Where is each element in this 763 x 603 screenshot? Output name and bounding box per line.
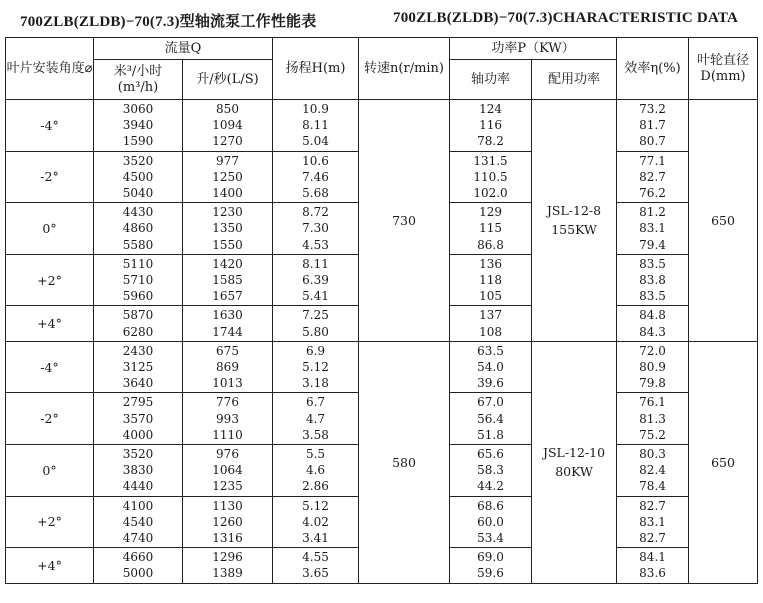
title-chinese: 700ZLB(ZLDB)−70(7.3)型轴流泵工作性能表 <box>20 14 317 30</box>
value: 3520 <box>122 153 154 168</box>
value: 1630 <box>212 308 243 323</box>
value: 4.6 <box>305 463 326 478</box>
value: 1316 <box>212 530 243 545</box>
value: 81.7 <box>639 118 666 133</box>
shaft-power-cell <box>450 548 532 583</box>
value: 4100 <box>122 498 154 513</box>
value: 4.53 <box>302 237 329 252</box>
value: 82.7 <box>639 530 666 545</box>
value: 776 <box>216 395 239 410</box>
value: 1400 <box>212 186 243 200</box>
value: 3125 <box>122 359 154 374</box>
efficiency-cell <box>617 100 689 152</box>
value: 1013 <box>212 376 243 391</box>
blade-angle-cell: 0° <box>6 203 94 255</box>
value: 7.25 <box>302 308 329 323</box>
page-title <box>10 6 755 30</box>
flow-m3h-cell <box>94 254 183 306</box>
value: 7.30 <box>302 221 329 236</box>
value: 1064 <box>212 463 243 478</box>
value: 1550 <box>212 237 243 252</box>
value: 5000 <box>122 566 154 581</box>
flow-ls-cell <box>183 341 273 393</box>
value: 4000 <box>122 427 154 442</box>
value: 53.4 <box>477 530 504 545</box>
value: 73.2 <box>639 102 666 116</box>
table-row <box>6 100 758 152</box>
shaft-power-cell <box>450 203 532 255</box>
head-cell <box>273 496 359 548</box>
value: 82.7 <box>639 498 666 513</box>
flow-ls-cell <box>183 100 273 152</box>
speed-cell: 580 <box>359 341 450 583</box>
value: 3570 <box>122 411 154 426</box>
head-cell <box>273 203 359 255</box>
flow-ls-cell <box>183 496 273 548</box>
value: 51.8 <box>477 427 504 442</box>
characteristic-table <box>5 37 758 584</box>
value: 4740 <box>122 530 154 545</box>
head-cell <box>273 306 359 341</box>
value: 1270 <box>212 134 243 149</box>
value: 5.68 <box>302 186 329 200</box>
value: 8.72 <box>302 205 329 220</box>
header-blade-angle: 叶片安装角度⌀ <box>6 38 94 100</box>
value: 124 <box>479 102 502 116</box>
value: 54.0 <box>477 359 504 374</box>
value: 83.6 <box>639 566 666 581</box>
value: 1585 <box>212 272 243 287</box>
header-impeller-diameter: 叶轮直径D(mm) <box>689 38 758 100</box>
value: 6.39 <box>302 272 329 287</box>
value: 976 <box>216 446 239 461</box>
value: 4660 <box>122 550 154 565</box>
value: 5.5 <box>305 446 326 461</box>
value: 110.5 <box>473 169 508 184</box>
value: 65.6 <box>477 446 504 461</box>
blade-angle-cell: -2° <box>6 393 94 445</box>
flow-ls-cell <box>183 393 273 445</box>
value: 83.8 <box>639 272 666 287</box>
head-cell <box>273 151 359 203</box>
value: 6280 <box>122 324 154 339</box>
value: 3.58 <box>302 427 329 442</box>
value: 5040 <box>122 186 154 200</box>
blade-angle-cell: +4° <box>6 306 94 341</box>
value: 1590 <box>122 134 154 149</box>
flow-m3h-cell <box>94 548 183 583</box>
flow-ls-cell <box>183 548 273 583</box>
efficiency-cell <box>617 341 689 393</box>
flow-m3h-cell <box>94 203 183 255</box>
value: 84.8 <box>639 308 666 323</box>
value: 2.86 <box>302 479 329 494</box>
flow-m3h-cell <box>94 496 183 548</box>
value: 5.12 <box>302 498 329 513</box>
value: 63.5 <box>477 343 504 358</box>
impeller-diameter-cell: 650 <box>689 100 758 342</box>
flow-ls-cell <box>183 306 273 341</box>
value: 675 <box>216 343 239 358</box>
value: 60.0 <box>477 514 504 529</box>
value: 10.9 <box>302 102 329 116</box>
flow-ls-cell <box>183 203 273 255</box>
title-english: 700ZLB(ZLDB)−70(7.3)CHARACTERISTIC DATA <box>393 10 738 26</box>
matched-power-cell <box>532 341 617 583</box>
value: 5580 <box>122 237 154 252</box>
value: 79.8 <box>639 376 666 391</box>
value: 3060 <box>122 102 154 116</box>
value: 4540 <box>122 514 154 529</box>
value: 59.6 <box>477 566 504 581</box>
value: 80.9 <box>639 359 666 374</box>
value: 2430 <box>122 343 154 358</box>
value: 108 <box>479 324 502 339</box>
value: 83.5 <box>639 289 666 304</box>
value: 3830 <box>122 463 154 478</box>
value: 67.0 <box>477 395 504 410</box>
value: 1110 <box>212 427 243 442</box>
shaft-power-cell <box>450 306 532 341</box>
value: 1296 <box>212 550 243 565</box>
table-row <box>6 341 758 393</box>
value: 993 <box>216 411 239 426</box>
value: 850 <box>216 102 239 116</box>
value: 118 <box>479 272 502 287</box>
value: 3.41 <box>302 530 329 545</box>
value: 1744 <box>212 324 243 339</box>
value: 80.7 <box>639 134 666 149</box>
value: 3520 <box>122 446 154 461</box>
flow-ls-cell <box>183 254 273 306</box>
value: 72.0 <box>639 343 666 358</box>
efficiency-cell <box>617 306 689 341</box>
blade-angle-cell: -4° <box>6 341 94 393</box>
value: 1420 <box>212 256 243 271</box>
value: 7.46 <box>302 169 329 184</box>
value: 82.7 <box>639 169 666 184</box>
flow-ls-cell <box>183 151 273 203</box>
flow-m3h-cell <box>94 341 183 393</box>
motor-power: 80KW <box>555 464 593 480</box>
value: 1230 <box>212 205 243 220</box>
efficiency-cell <box>617 151 689 203</box>
shaft-power-cell <box>450 151 532 203</box>
efficiency-cell <box>617 444 689 496</box>
blade-angle-cell: -2° <box>6 151 94 203</box>
matched-power-cell <box>532 100 617 342</box>
value: 869 <box>216 359 239 374</box>
value: 1260 <box>212 514 243 529</box>
value: 4.02 <box>302 514 329 529</box>
motor-model: JSL-12-8 <box>546 203 602 219</box>
value: 136 <box>479 256 502 271</box>
efficiency-cell <box>617 548 689 583</box>
value: 5110 <box>122 256 154 271</box>
efficiency-cell <box>617 393 689 445</box>
value: 76.2 <box>639 186 666 200</box>
value: 79.4 <box>639 237 666 252</box>
head-cell <box>273 100 359 152</box>
value: 82.4 <box>639 463 666 478</box>
value: 1389 <box>212 566 243 581</box>
value: 75.2 <box>639 427 666 442</box>
value: 86.8 <box>477 237 504 252</box>
flow-m3h-cell <box>94 100 183 152</box>
value: 80.3 <box>639 446 666 461</box>
efficiency-cell <box>617 254 689 306</box>
value: 69.0 <box>477 550 504 565</box>
flow-m3h-cell <box>94 151 183 203</box>
value: 81.3 <box>639 411 666 426</box>
blade-angle-cell: +2° <box>6 254 94 306</box>
flow-ls-cell <box>183 444 273 496</box>
value: 105 <box>479 289 502 304</box>
head-cell <box>273 548 359 583</box>
head-cell <box>273 393 359 445</box>
value: 2795 <box>122 395 154 410</box>
value: 6.7 <box>305 395 326 410</box>
head-cell <box>273 444 359 496</box>
value: 6.9 <box>305 343 326 358</box>
value: 5960 <box>122 289 154 304</box>
value: 3.18 <box>302 376 329 391</box>
value: 1130 <box>212 498 243 513</box>
blade-angle-cell: +2° <box>6 496 94 548</box>
value: 3940 <box>122 118 154 133</box>
value: 44.2 <box>477 479 504 494</box>
value: 83.1 <box>639 514 666 529</box>
header-matched-power: 配用功率 <box>532 60 617 100</box>
shaft-power-cell <box>450 444 532 496</box>
value: 84.1 <box>639 550 666 565</box>
value: 137 <box>479 308 502 323</box>
value: 8.11 <box>302 118 329 133</box>
value: 5.80 <box>302 324 329 339</box>
table-body <box>6 100 758 584</box>
head-cell <box>273 341 359 393</box>
efficiency-cell <box>617 496 689 548</box>
shaft-power-cell <box>450 254 532 306</box>
value: 115 <box>479 221 502 236</box>
value: 3640 <box>122 376 154 391</box>
value: 78.2 <box>477 134 504 149</box>
header-flow: 流量Q <box>94 38 273 60</box>
impeller-diameter-cell: 650 <box>689 341 758 583</box>
value: 4.55 <box>302 550 329 565</box>
value: 3.65 <box>302 566 329 581</box>
shaft-power-cell <box>450 393 532 445</box>
header-flow-m3h: 米³/小时(m³/h) <box>94 60 183 100</box>
shaft-power-cell <box>450 100 532 152</box>
motor-model: JSL-12-10 <box>542 445 606 461</box>
blade-angle-cell: +4° <box>6 548 94 583</box>
speed-cell: 730 <box>359 100 450 342</box>
value: 78.4 <box>639 479 666 494</box>
value: 4860 <box>122 221 154 236</box>
value: 102.0 <box>473 186 508 200</box>
value: 58.3 <box>477 463 504 478</box>
value: 5.04 <box>302 134 329 149</box>
header-efficiency: 效率η(%) <box>617 38 689 100</box>
flow-m3h-cell <box>94 444 183 496</box>
value: 129 <box>479 205 502 220</box>
value: 84.3 <box>639 324 666 339</box>
blade-angle-cell: -4° <box>6 100 94 152</box>
value: 977 <box>216 153 239 168</box>
value: 4500 <box>122 169 154 184</box>
motor-power: 155KW <box>551 222 597 238</box>
value: 5870 <box>122 308 154 323</box>
header-head: 扬程H(m) <box>273 38 359 100</box>
value: 1350 <box>212 221 243 236</box>
value: 76.1 <box>639 395 666 410</box>
head-cell <box>273 254 359 306</box>
value: 39.6 <box>477 376 504 391</box>
value: 81.2 <box>639 205 666 220</box>
header-shaft-power: 轴功率 <box>450 60 532 100</box>
value: 5.41 <box>302 289 329 304</box>
efficiency-cell <box>617 203 689 255</box>
shaft-power-cell <box>450 341 532 393</box>
value: 4430 <box>122 205 154 220</box>
value: 131.5 <box>473 153 508 168</box>
value: 1250 <box>212 169 243 184</box>
value: 116 <box>479 118 502 133</box>
flow-m3h-cell <box>94 393 183 445</box>
value: 68.6 <box>477 498 504 513</box>
shaft-power-cell <box>450 496 532 548</box>
value: 5710 <box>122 272 154 287</box>
header-speed: 转速n(r/min) <box>359 38 450 100</box>
value: 77.1 <box>639 153 666 168</box>
flow-m3h-cell <box>94 306 183 341</box>
value: 83.5 <box>639 256 666 271</box>
value: 56.4 <box>477 411 504 426</box>
value: 4.7 <box>305 411 326 426</box>
value: 1657 <box>212 289 243 304</box>
header-flow-ls: 升/秒(L/S) <box>183 60 273 100</box>
value: 8.11 <box>302 256 329 271</box>
value: 1235 <box>212 479 243 494</box>
value: 4440 <box>122 479 154 494</box>
blade-angle-cell: 0° <box>6 444 94 496</box>
header-power: 功率P（KW） <box>450 38 617 60</box>
value: 10.6 <box>302 153 329 168</box>
value: 83.1 <box>639 221 666 236</box>
value: 5.12 <box>302 359 329 374</box>
value: 1094 <box>212 118 243 133</box>
